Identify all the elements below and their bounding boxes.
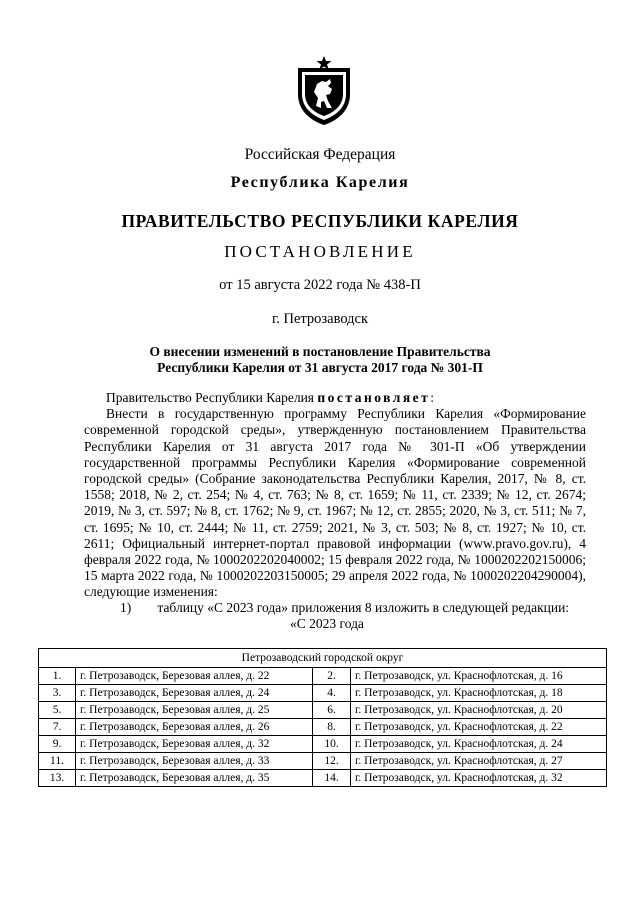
table-row [39,736,607,753]
address-cell: г. Петрозаводск, ул. Краснофлотская, д. 20 [351,702,607,719]
address-cell: г. Петрозаводск, Березовая аллея, д. 35 [76,770,313,787]
table-row [39,702,607,719]
address-cell: г. Петрозаводск, ул. Краснофлотская, д. 24 [351,736,607,753]
table-header-row [39,649,607,668]
government-title: ПРАВИТЕЛЬСТВО РЕСПУБЛИКИ КАРЕЛИЯ [121,211,519,231]
row-number-even: 2. [313,668,351,685]
row-number-even: 10. [313,736,351,753]
document-city: г. Петрозаводск [271,311,369,327]
decides-paragraph [84,390,586,406]
row-number-odd: 3. [39,685,76,702]
document-date-number: от 15 августа 2022 года № 438-П [219,277,421,293]
row-number-even: 8. [313,719,351,736]
row-number-even: 14. [313,770,351,787]
row-number-odd: 5. [39,702,76,719]
address-cell: г. Петрозаводск, Березовая аллея, д. 33 [76,753,313,770]
address-cell: г. Петрозаводск, ул. Краснофлотская, д. 27 [351,753,607,770]
table-header: Петрозаводский городской округ [39,649,607,668]
table-caption: «С 2023 года [290,616,364,631]
row-number-odd: 1. [39,668,76,685]
table-row [39,770,607,787]
address-cell: г. Петрозаводск, ул. Краснофлотская, д. 18 [351,685,607,702]
list-item-number: 1) [120,600,132,615]
decides-suffix: : [430,390,435,405]
row-number-odd: 9. [39,736,76,753]
list-item [120,600,569,616]
row-number-even: 4. [313,685,351,702]
document-title [0,344,640,376]
address-cell: г. Петрозаводск, ул. Краснофлотская, д. 16 [351,668,607,685]
address-cell: г. Петрозаводск, ул. Краснофлотская, д. 22 [351,719,607,736]
document-title-line-2: Республики Карелия от 31 августа 2017 года № 301-П [157,360,483,375]
republic-title: Республика Карелия [230,174,410,191]
document-type: ПОСТАНОВЛЕНИЕ [224,242,416,261]
table-row [39,685,607,702]
address-cell: г. Петрозаводск, Березовая аллея, д. 22 [76,668,313,685]
table-row [39,719,607,736]
document-body [84,390,586,601]
federation-title: Российская Федерация [244,146,396,163]
row-number-even: 6. [313,702,351,719]
addresses-table [38,648,607,787]
address-cell: г. Петрозаводск, Березовая аллея, д. 24 [76,685,313,702]
address-cell: г. Петрозаводск, Березовая аллея, д. 26 [76,719,313,736]
address-cell: г. Петрозаводск, ул. Краснофлотская, д. 32 [351,770,607,787]
decides-word: постановляет [317,390,431,405]
table-row [39,753,607,770]
row-number-odd: 13. [39,770,76,787]
main-paragraph: Внести в государственную программу Республики Карелия «Формирование современной городской среды», утвержденную постановлением Правительства Республики Карелия от 31 августа 2017 года № 301-П «Об утверждении государственной программы Республики Карелия «Формирование современной городской среды» (Собрание законодательства Республики Карелия, 2017, № 8, ст. 1558; 2018, № 2, ст. 254; № 4, ст. 763; № 8, ст. 1659; № 11, ст. 2339; № 12, ст. 2674; 2019, № 3, ст. 597; № 8, ст. 1762; № 9, ст. 1967; № 12, ст. 2855; 2020, № 3, ст. 511; № 7, ст. 1695; № 10, ст. 2444; № 11, ст. 2759; 2021, № 3, ст. 503; № 8, ст. 1927; № 10, ст. 2611; Официальный интернет-портал правовой информации (www.pravo.gov.ru), 4 февраля 2022 года, № 1000202202040002; 15 февраля 2022 года, № 1000202202150006; 15 марта 2022 года, № 1000202203150005; 29 апреля 2022 года, № 1000202204290004), следующие изменения: [84,406,586,600]
decides-prefix: Правительство Республики Карелия [106,390,315,405]
list-item-text: таблицу «С 2023 года» приложения 8 изложить в следующей редакции: [157,600,570,615]
address-cell: г. Петрозаводск, Березовая аллея, д. 25 [76,702,313,719]
row-number-odd: 7. [39,719,76,736]
karelia-coat-of-arms-icon [296,54,352,126]
row-number-odd: 11. [39,753,76,770]
row-number-even: 12. [313,753,351,770]
address-cell: г. Петрозаводск, Березовая аллея, д. 32 [76,736,313,753]
document-title-line-1: О внесении изменений в постановление Правительства [149,344,491,359]
table-row [39,668,607,685]
